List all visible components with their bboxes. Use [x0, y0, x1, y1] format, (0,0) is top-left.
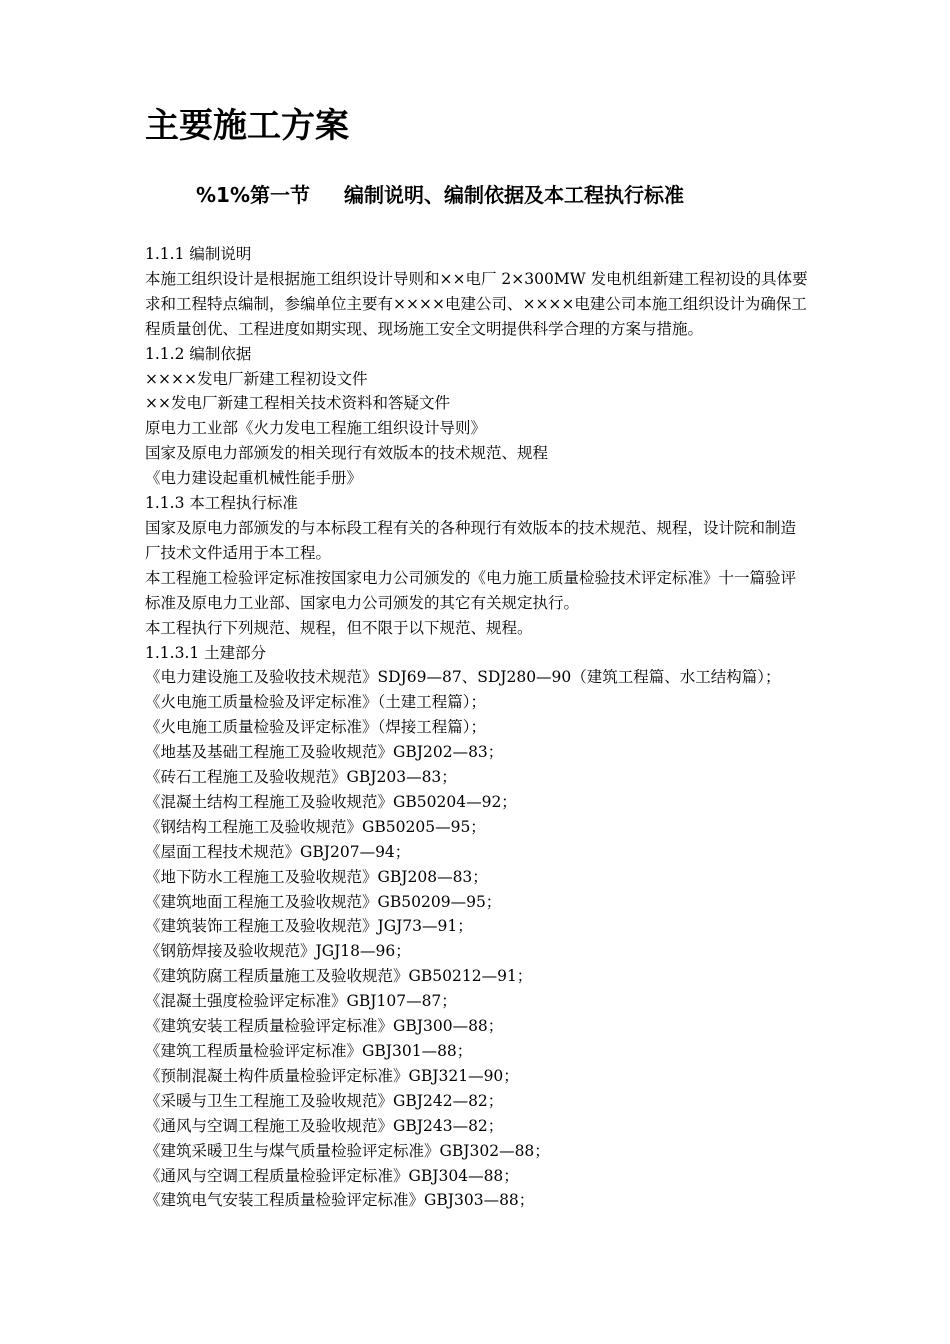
paragraph-line: 《建筑地面工程施工及验收规范》GB50209—95；	[145, 892, 502, 911]
paragraph-line: 《混凝土强度检验评定标准》GBJ107—87；	[145, 992, 457, 1011]
paragraph-line: 《钢结构工程施工及验收规范》GB50205—95；	[145, 817, 486, 836]
paragraph-line: ××发电厂新建工程相关技术资料和答疑文件	[145, 394, 450, 413]
paragraph-line: 《火电施工质量检验及评定标准》（焊接工程篇）；	[145, 718, 487, 737]
paragraph-line: 《通风与空调工程质量检验评定标准》GBJ304—88；	[145, 1166, 519, 1185]
paragraph-line: 1.1.3 本工程执行标准	[145, 494, 298, 513]
paragraph-line: 《钢筋焊接及验收规范》JGJ18—96；	[145, 942, 411, 961]
paragraph-line: 本工程施工检验评定标准按国家电力公司颁发的《电力施工质量检验技术评定标准》十一篇验评标准及原电力工业部、国家电力公司颁发的其它有关规定执行。	[145, 568, 797, 612]
paragraph-line: 《采暖与卫生工程施工及验收规范》GBJ242—82；	[145, 1091, 504, 1110]
paragraph-line: 原电力工业部《火力发电工程施工组织设计导则》	[145, 419, 487, 438]
paragraph-line: 《建筑电气安装工程质量检验评定标准》GBJ303—88；	[145, 1191, 535, 1210]
paragraph-line: 《砖石工程施工及验收规范》GBJ203—83；	[145, 768, 457, 787]
paragraph-line: 《地基及基础工程施工及验收规范》GBJ202—83；	[145, 743, 504, 762]
document-title: 主要施工方案	[145, 106, 349, 146]
document-body	[145, 242, 810, 1213]
paragraph-line: 1.1.3.1 土建部分	[145, 643, 267, 662]
paragraph-line: 《建筑采暖卫生与煤气质量检验评定标准》GBJ302—88；	[145, 1141, 550, 1160]
section-number: %1%第一节	[196, 183, 310, 207]
paragraph-line: 《建筑装饰工程施工及验收规范》JGJ73—91；	[145, 917, 473, 936]
paragraph-line: 《电力建设施工及验收技术规范》SDJ69—87、SDJ280—90（建筑工程篇、水工结构篇）；	[145, 668, 781, 687]
paragraph-line: 本工程执行下列规范、规程，但不限于以下规范、规程。	[145, 618, 533, 637]
paragraph-line: 《屋面工程技术规范》GBJ207—94；	[145, 842, 411, 861]
paragraph-line: 1.1.1 编制说明	[145, 245, 252, 263]
paragraph-line: ××××发电厂新建工程初设文件	[145, 369, 368, 388]
paragraph-line: 《建筑安装工程质量检验评定标准》GBJ300—88；	[145, 1017, 504, 1036]
paragraph-line: 《混凝土结构工程施工及验收规范》GB50204—92；	[145, 792, 517, 811]
paragraph-line: 《预制混凝土构件质量检验评定标准》GBJ321—90；	[145, 1066, 519, 1085]
section-heading	[196, 180, 684, 210]
paragraph-line: 国家及原电力部颁发的与本标段工程有关的各种现行有效版本的技术规范、规程，设计院和制造厂技术文件适用于本工程。	[145, 518, 797, 562]
paragraph-line: 《电力建设起重机械性能手册》	[145, 469, 363, 488]
paragraph-line: 本施工组织设计是根据施工组织设计导则和××电厂 2×300MW 发电机组新建工程初设的具体要求和工程特点编制，参编单位主要有××××电建公司、××××电建公司本施工组织设计为确保工程质量创优、工程进度如期实现、现场施工安全文明提供科学合理的方案与措施。	[145, 269, 808, 338]
paragraph-line: 《地下防水工程施工及验收规范》GBJ208—83；	[145, 867, 488, 886]
paragraph-line: 《火电施工质量检验及评定标准》（土建工程篇）；	[145, 693, 487, 712]
paragraph-line: 《建筑工程质量检验评定标准》GBJ301—88；	[145, 1042, 473, 1060]
section-title: 编制说明、编制依据及本工程执行标准	[344, 183, 684, 207]
paragraph-line: 《建筑防腐工程质量施工及验收规范》GB50212—91；	[145, 967, 533, 986]
paragraph-line: 国家及原电力部颁发的相关现行有效版本的技术规范、规程	[145, 444, 549, 463]
paragraph-line: 《通风与空调工程施工及验收规范》GBJ243—82；	[145, 1116, 504, 1135]
paragraph-line: 1.1.2 编制依据	[145, 344, 252, 363]
